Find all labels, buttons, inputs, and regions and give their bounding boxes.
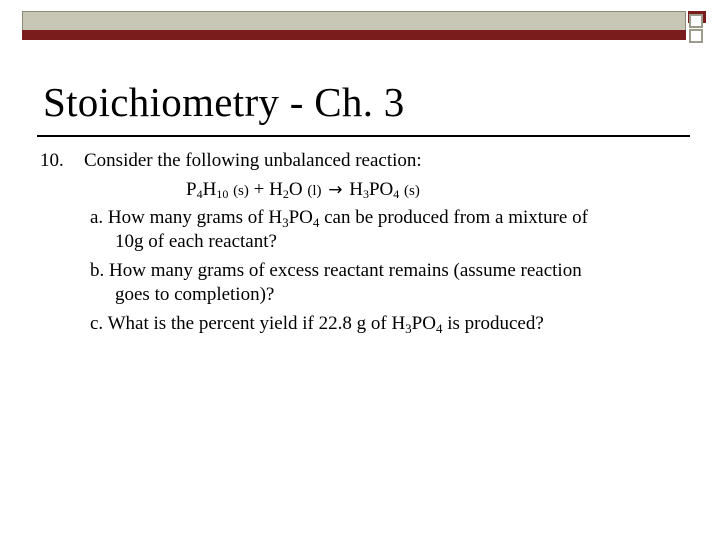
reactant-1: $P_4H_{10}$ (s) <box>186 179 249 201</box>
question-number: 10. <box>40 150 64 171</box>
corner-square-icon <box>689 29 703 43</box>
slide-title: Stoichiometry - Ch. 3 <box>43 79 405 125</box>
part-b-line-2: goes to completion)? <box>115 284 275 305</box>
header-accent-stripe <box>22 30 686 40</box>
right-arrow-icon: → <box>328 180 343 200</box>
chemical-equation <box>186 178 420 203</box>
header-band <box>22 11 686 31</box>
part-c-line-1: c. What is the percent yield if 22.8 g of $H_3PO_4$ is produced? <box>90 313 544 336</box>
product: $H_3PO_4$ (s) <box>349 179 420 201</box>
state-label: (s) <box>233 183 249 199</box>
part-a-line-1: a. How many grams of $H_3PO_4$ can be produced from a mixture of <box>90 207 588 230</box>
question-stem: Consider the following unbalanced reaction: <box>84 150 422 171</box>
part-b-line-1: b. How many grams of excess reactant remains (assume reaction <box>90 260 582 281</box>
plus-sign: + <box>253 179 265 200</box>
title-divider <box>37 135 690 137</box>
part-a-line-2: 10g of each reactant? <box>115 231 277 252</box>
corner-square-icon <box>689 14 703 28</box>
state-label: (s) <box>404 183 420 199</box>
state-label: (l) <box>307 183 322 199</box>
reactant-2: $H_2O$ (l) <box>269 179 322 201</box>
